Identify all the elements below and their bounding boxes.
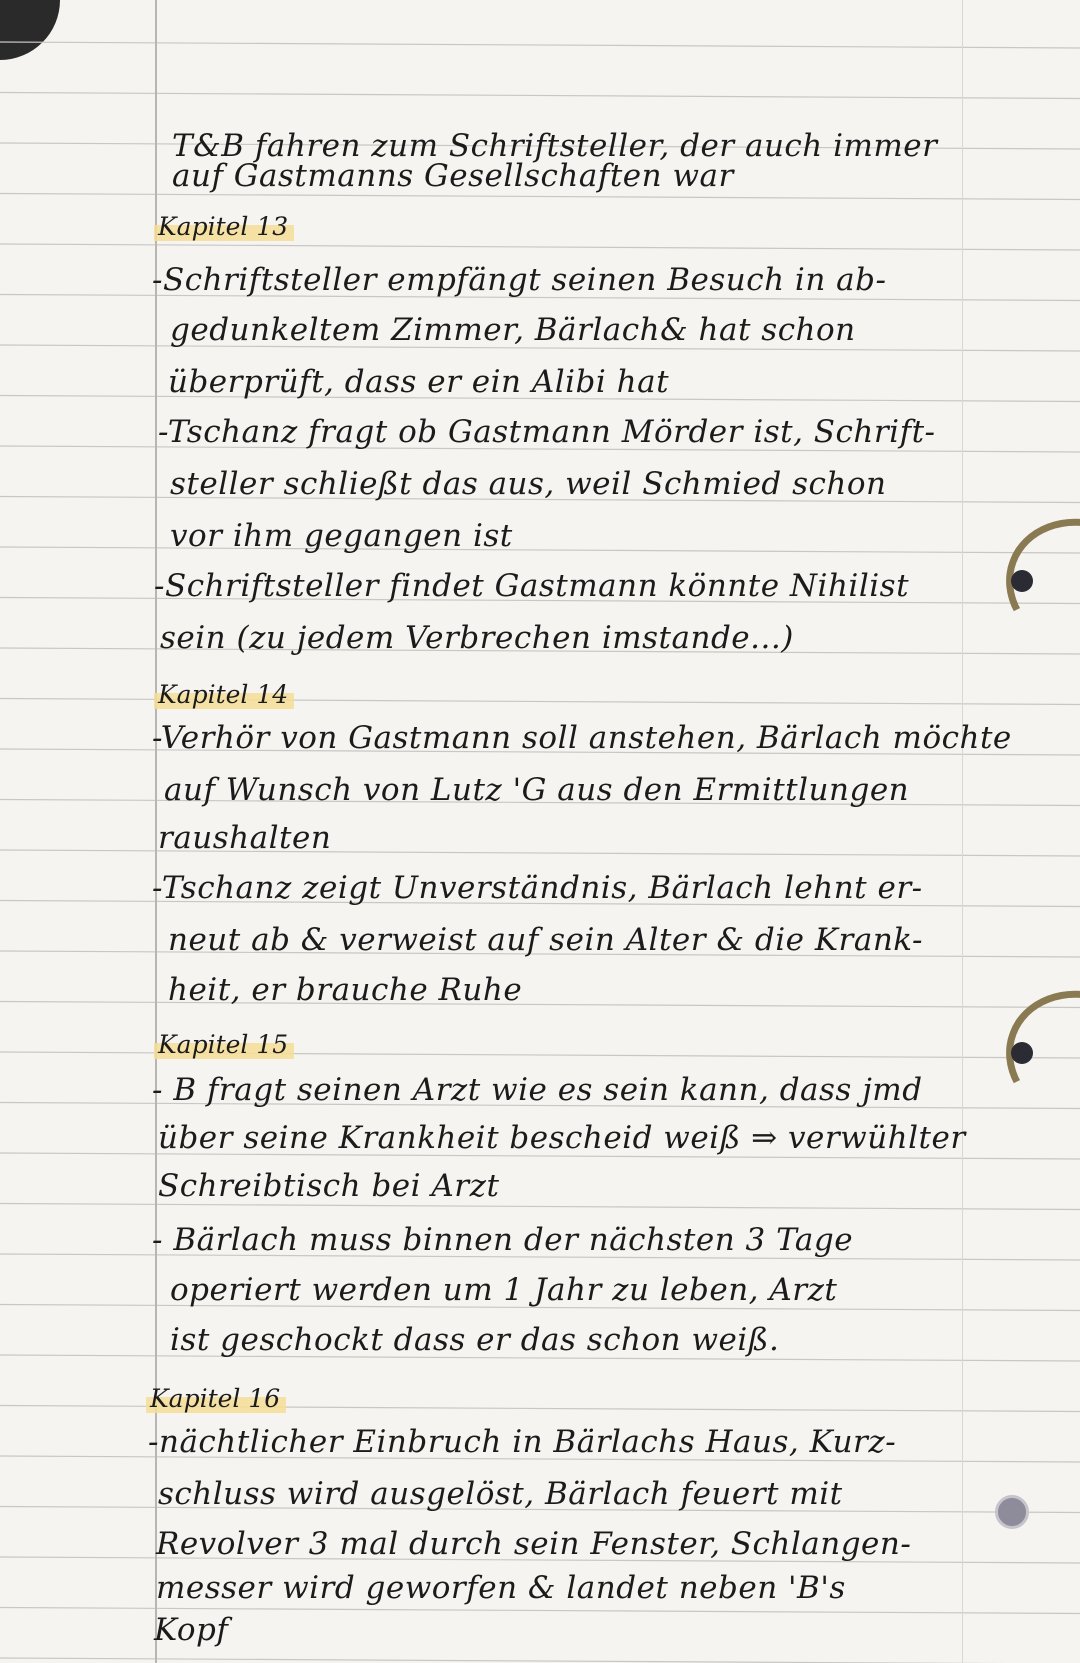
chapter-14-line: heit, er brauche Ruhe [168, 972, 523, 1008]
chapter-16-line: Kopf [154, 1612, 229, 1648]
chapter-13-line: -Schriftsteller findet Gastmann könnte Nihilist [154, 568, 910, 604]
chapter-14-line: -Verhör von Gastmann soll anstehen, Bärlach möchte [152, 720, 1012, 756]
rule-line [0, 42, 1080, 48]
punch-hole [995, 1495, 1029, 1529]
margin-line [155, 0, 157, 1663]
rule-line [0, 93, 1080, 99]
chapter-16-line: messer wird geworfen & landet neben 'B's [156, 1570, 846, 1606]
chapter-13-line: vor ihm gegangen ist [170, 518, 513, 554]
chapter-13-line: sein (zu jedem Verbrechen imstande...) [160, 620, 794, 656]
rule-line [0, 194, 1080, 200]
chapter-13-line: -Schriftsteller empfängt seinen Besuch in ab- [152, 262, 887, 298]
chapter-heading-13: Kapitel 13 [154, 212, 294, 241]
chapter-15-line: - Bärlach muss binnen der nächsten 3 Tage [152, 1222, 854, 1258]
chapter-15-line: - B fragt seinen Arzt wie es sein kann, dass jmd [152, 1072, 923, 1108]
chapter-heading-14: Kapitel 14 [154, 680, 294, 709]
chapter-16-line: -nächtlicher Einbruch in Bärlachs Haus, Kurz- [148, 1424, 897, 1460]
rule-line [0, 1204, 1080, 1210]
chapter-15-line: Schreibtisch bei Arzt [158, 1168, 500, 1204]
chapter-15-line: operiert werden um 1 Jahr zu leben, Arzt [170, 1272, 838, 1308]
chapter-13-line: -Tschanz fragt ob Gastmann Mörder ist, Schrift- [158, 414, 936, 450]
rule-line [0, 1002, 1080, 1008]
chapter-14-line: raushalten [158, 820, 332, 856]
chapter-14-line: auf Wunsch von Lutz 'G aus den Ermittlungen [164, 772, 910, 808]
chapter-heading-15: Kapitel 15 [154, 1030, 294, 1059]
rule-line [0, 1658, 1080, 1663]
chapter-13-line: gedunkeltem Zimmer, Bärlach& hat schon [170, 312, 856, 348]
chapter-16-line: Revolver 3 mal durch sein Fenster, Schlangen- [156, 1526, 912, 1562]
binder-ring-top [1005, 520, 1075, 600]
page-right-edge [962, 0, 963, 1663]
chapter-16-line: schluss wird ausgelöst, Bärlach feuert mit [158, 1476, 843, 1512]
rule-line [0, 547, 1080, 553]
intro-line-1: T&B fahren zum Schriftsteller, der auch immer [172, 128, 938, 164]
chapter-heading-16: Kapitel 16 [146, 1384, 286, 1413]
chapter-14-line: -Tschanz zeigt Unverständnis, Bärlach lehnt er- [152, 870, 923, 906]
chapter-13-line: überprüft, dass er ein Alibi hat [168, 364, 670, 400]
binder-ring-bottom [1005, 992, 1075, 1072]
chapter-14-line: neut ab & verweist auf sein Alter & die Krank- [168, 922, 923, 958]
chapter-15-line: über seine Krankheit bescheid weiß ⇒ verwühlter [158, 1120, 966, 1156]
intro-line-2: auf Gastmanns Gesellschaften war [172, 158, 734, 194]
rule-line [0, 244, 1080, 250]
chapter-13-line: steller schließt das aus, weil Schmied schon [170, 466, 887, 502]
chapter-15-line: ist geschockt dass er das schon weiß. [170, 1322, 780, 1358]
